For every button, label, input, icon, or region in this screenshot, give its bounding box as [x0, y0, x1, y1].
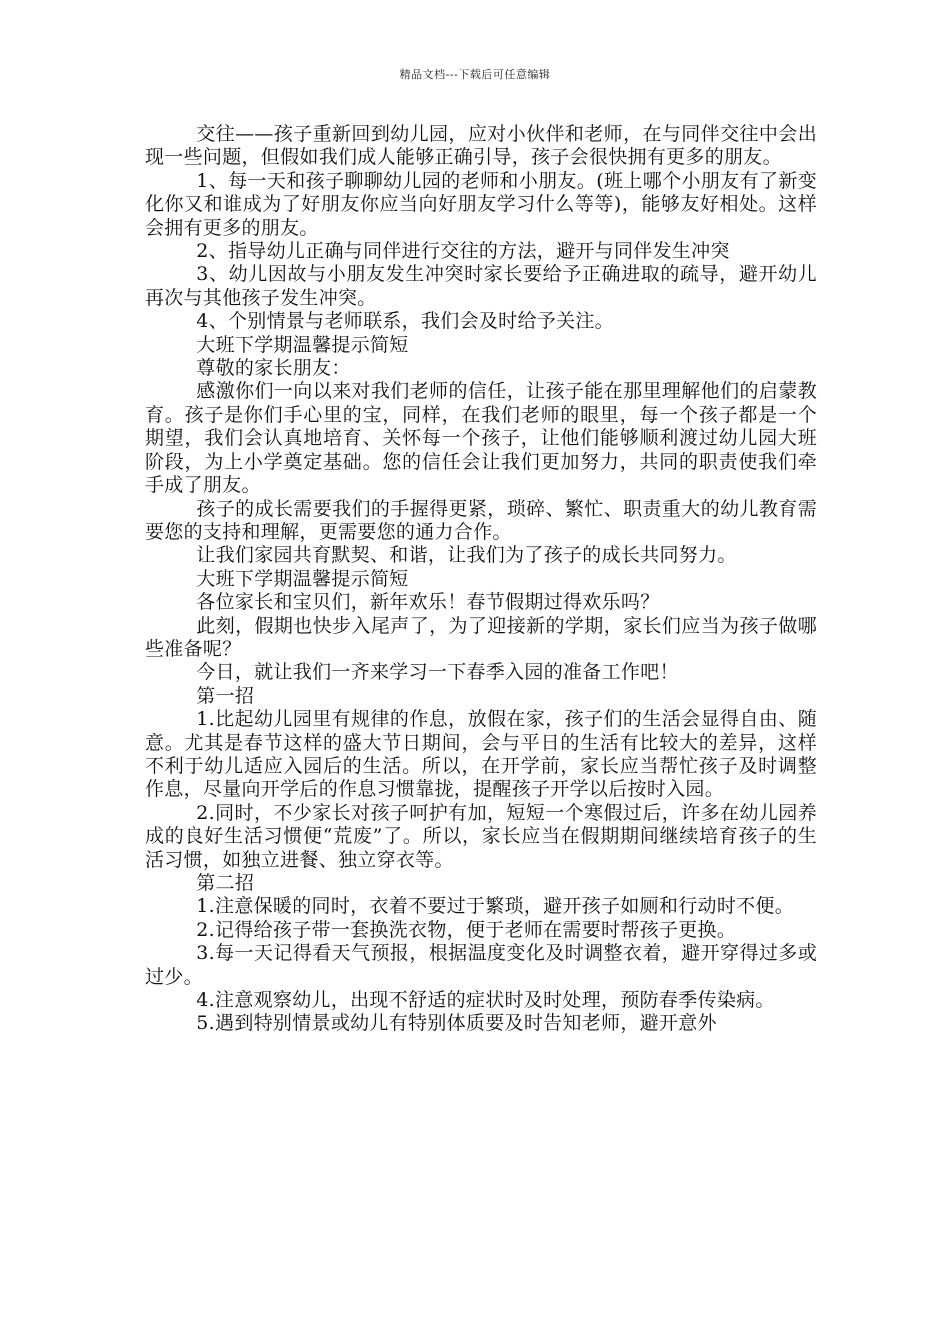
paragraph: 1、每一天和孩子聊聊幼儿园的老师和小朋友。(班上哪个小朋友有了新变化你又和谁成为了好朋友你应当向好朋友学习什么等等)，能够友好相处。这样会拥有更多的朋友。	[145, 169, 817, 239]
paragraph: 2.同时，不少家长对孩子呵护有加，短短一个寒假过后，许多在幼儿园养成的良好生活习惯便“荒废”了。所以，家长应当在假期期间继续培育孩子的生活习惯，如独立进餐、独立穿衣等。	[145, 801, 817, 871]
paragraph: 感激你们一向以来对我们老师的信任，让孩子能在那里理解他们的启蒙教育。孩子是你们手心里的宝，同样，在我们老师的眼里，每一个孩子都是一个期望，我们会认真地培育、关怀每一个孩子，让他们能够顺利渡过幼儿园大班阶段，为上小学奠定基础。您的信任会让我们更加努力，共同的职责使我们牵手成了朋友。	[145, 380, 817, 497]
paragraph: 3、幼儿因故与小朋友发生冲突时家长要给予正确进取的疏导，避开幼儿再次与其他孩子发生冲突。	[145, 263, 817, 309]
paragraph: 3.每一天记得看天气预报，根据温度变化及时调整衣着，避开穿得过多或过少。	[145, 942, 817, 988]
paragraph: 此刻，假期也快步入尾声了，为了迎接新的学期，家长们应当为孩子做哪些准备呢？	[145, 614, 817, 660]
subsection-heading: 第二招	[196, 872, 255, 894]
paragraph: 2.记得给孩子带一套换洗衣物，便于老师在需要时帮孩子更换。	[196, 918, 737, 941]
paragraph: 交往——孩子重新回到幼儿园，应对小伙伴和老师，在与同伴交往中会出现一些问题，但假如我们成人能够正确引导，孩子会很快拥有更多的朋友。	[145, 123, 817, 169]
paragraph: 4.注意观察幼儿，出现不舒适的症状时及时处理，预防春季传染病。	[196, 989, 775, 1012]
document-body	[145, 123, 817, 1036]
paragraph: 让我们家园共育默契、和谐，让我们为了孩子的成长共同努力。	[196, 544, 737, 567]
section-heading: 大班下学期温馨提示简短	[196, 567, 409, 590]
paragraph: 今日，就让我们一齐来学习一下春季入园的准备工作吧！	[196, 661, 679, 684]
salutation: 尊敬的家长朋友：	[196, 357, 351, 380]
paragraph: 各位家长和宝贝们，新年欢乐！春节假期过得欢乐吗？	[196, 591, 660, 614]
subsection-heading: 第一招	[196, 684, 255, 707]
paragraph: 1.比起幼儿园里有规律的作息，放假在家，孩子们的生活会显得自由、随意。尤其是春节这样的盛大节日期间，会与平日的生活有比较大的差异，这样不利于幼儿适应入园后的生活。所以，在开学前，家长应当帮忙孩子及时调整作息，尽量向开学后的作息习惯靠拢，提醒孩子开学以后按时入园。	[145, 708, 817, 801]
paragraph: 4、个别情景与老师联系，我们会及时给予关注。	[196, 310, 614, 333]
paragraph: 1.注意保暖的同时，衣着不要过于繁琐，避开孩子如厕和行动时不便。	[196, 895, 795, 918]
section-heading: 大班下学期温馨提示简短	[196, 333, 409, 356]
header-note: 精品文档---下载后可任意编辑	[399, 68, 551, 81]
paragraph: 2、指导幼儿正确与同伴进行交往的方法，避开与同伴发生冲突	[196, 240, 730, 263]
paragraph: 5.遇到特别情景或幼儿有特别体质要及时告知老师，避开意外	[196, 1012, 717, 1035]
paragraph: 孩子的成长需要我们的手握得更紧，琐碎、繁忙、职责重大的幼儿教育需要您的支持和理解，更需要您的通力合作。	[145, 497, 817, 543]
